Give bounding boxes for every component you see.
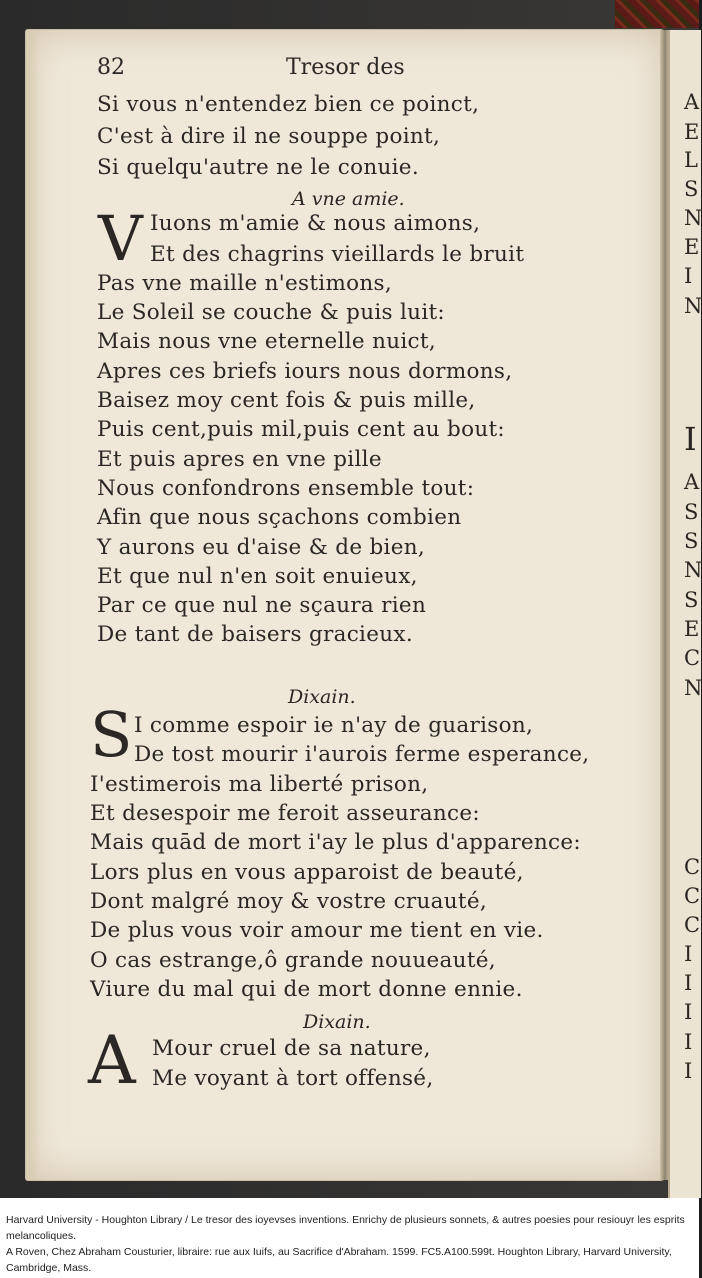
verse-line: Et que nul n'en soit enuieux, [97, 564, 418, 589]
facing-page-letter: N [684, 294, 702, 318]
verse-line: Afin que nous sçachons combien [97, 505, 462, 530]
verse-line: Dont malgré moy & vostre cruauté, [90, 889, 487, 914]
verse-line: Mais quād de mort i'ay le plus d'apparence: [90, 830, 581, 855]
verse-line: Pas vne maille n'estimons, [97, 271, 393, 296]
drop-cap: V [98, 202, 143, 275]
verse-line: Y aurons eu d'aise & de bien, [97, 535, 426, 560]
facing-page-letter: N [684, 558, 702, 582]
verse-line: Mais nous vne eternelle nuict, [97, 329, 436, 354]
facing-page-letter: S [684, 529, 699, 553]
facing-page-letter: N [684, 676, 702, 700]
section-heading: Dixain. [288, 686, 356, 708]
facing-page-letter: A [684, 470, 700, 494]
facing-page-letter: I [684, 1030, 693, 1054]
facing-page-letter: E [684, 235, 700, 259]
verse-line: De plus vous voir amour me tient en vie. [90, 918, 544, 943]
verse-line: Et puis apres en vne pille [97, 447, 382, 472]
facing-page-letter: E [684, 617, 700, 641]
running-title: Tresor des [286, 55, 405, 80]
image-caption [0, 1198, 699, 1278]
verse-line: Par ce que nul ne sçaura rien [97, 593, 427, 618]
facing-page-letter: I [684, 971, 693, 995]
drop-cap: S [90, 698, 133, 771]
verse-line: Baisez moy cent fois & puis mille, [97, 388, 476, 413]
verse-line: O cas estrange,ô grande nouueauté, [90, 948, 496, 973]
verse-line: Puis cent,puis mil,puis cent au bout: [97, 417, 505, 442]
verse-line: Mour cruel de sa nature, [152, 1036, 431, 1061]
verse-line: Et des chagrins vieillards le bruit [150, 242, 525, 267]
facing-page-letter: S [684, 177, 699, 201]
facing-page-letter: I [684, 420, 697, 458]
verse-line: Et desespoir me feroit asseurance: [90, 801, 480, 826]
section-heading: A vne amie. [292, 188, 405, 210]
verse-line: Iuons m'amie & nous aimons, [150, 211, 481, 236]
facing-page-letter: S [684, 500, 699, 524]
facing-page-letter: S [684, 588, 699, 612]
section-heading: Dixain. [303, 1011, 371, 1033]
verse-line: Nous confondrons ensemble tout: [97, 476, 475, 501]
facing-page-letter: C [684, 646, 701, 670]
verse-line: Si quelqu'autre ne le conuie. [97, 155, 419, 180]
facing-page-letter: I [684, 942, 693, 966]
verse-line: De tant de baisers gracieux. [97, 622, 413, 647]
caption-line-2: A Roven, Chez Abraham Cousturier, libraire: rue aux Iuifs, au Sacrifice d'Abraham. 1599. FC5.A100.599t. Houghton Library, Harvard University, Cambridge, Mass. [6, 1246, 672, 1274]
facing-page-letter: A [684, 90, 700, 114]
verse-line: Viure du mal qui de mort donne ennie. [90, 977, 523, 1002]
verse-line: Le Soleil se couche & puis luit: [97, 300, 445, 325]
facing-page-letter: C [684, 913, 701, 937]
verse-line: Lors plus en vous apparoist de beauté, [90, 860, 524, 885]
facing-page-letter: E [684, 120, 700, 144]
verse-line: Apres ces briefs iours nous dormons, [97, 359, 513, 384]
facing-page-letter: I [684, 1059, 693, 1083]
verse-line: I comme espoir ie n'ay de guarison, [134, 713, 534, 738]
verse-line: I'estimerois ma liberté prison, [90, 772, 429, 797]
facing-page-letter: N [684, 206, 702, 230]
verse-line: De tost mourir i'aurois ferme esperance, [134, 742, 590, 767]
facing-page-letter: C [684, 884, 701, 908]
caption-line-1: Harvard University - Houghton Library / Le tresor des ioyevses inventions. Enrichy de plusieurs sonnets, & autres poesies pour resiouyr les esprits melancoliques. [6, 1214, 685, 1242]
drop-cap: A [88, 1022, 136, 1099]
verse-line: C'est à dire il ne souppe point, [97, 124, 441, 149]
facing-page-letter: C [684, 855, 701, 879]
facing-page-letter: L [684, 148, 698, 172]
facing-page-letter: I [684, 1000, 693, 1024]
page-number: 82 [97, 55, 125, 80]
facing-page-letter: I [684, 264, 693, 288]
verse-line: Me voyant à tort offensé, [152, 1066, 434, 1091]
verse-line: Si vous n'entendez bien ce poinct, [97, 92, 480, 117]
